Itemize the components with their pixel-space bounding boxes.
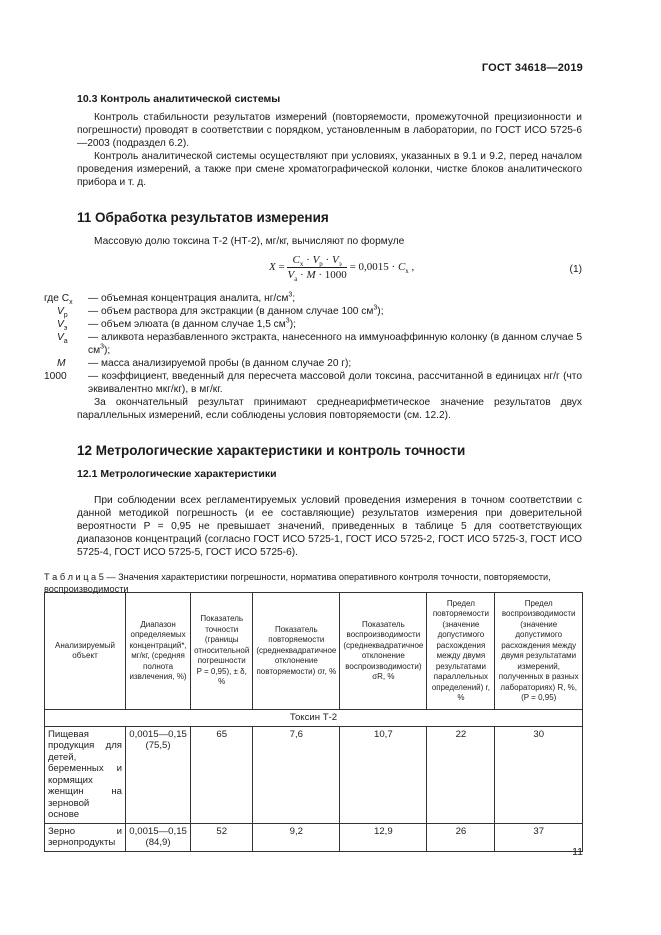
definition-va: $V_a$ — аликвота неразбавленного экстракта, нанесенного на иммуноаффинную колонку (в данном случае 5 $см^3$); [57, 332, 582, 356]
section-10-3-paragraph-1: Контроль стабильности результатов измерений (повторяемости, промежуточной прецизионности и погрешности) проводят в соответствии с порядком, установленным в лаборатории, по ГОСТ ИСО 5725-6—2003 (подраздел 6.2). [77, 112, 582, 149]
document-code: ГОСТ 34618—2019 [481, 62, 583, 74]
table-header-row [45, 593, 583, 710]
cell-reproducibility-limit: 30 [495, 726, 583, 823]
section-12-1-title: 12.1 Метрологические характеристики [77, 468, 277, 480]
formula-1 [77, 252, 582, 292]
table-5 [44, 592, 583, 852]
section-11-title: 11 Обработка результатов измерения [77, 210, 329, 225]
header-range: Диапазон определяемых концентраций*, мг/кг, (средняя полнота извлечения, %) [126, 593, 191, 710]
formula-definitions [44, 292, 582, 396]
cell-accuracy: 52 [191, 823, 253, 851]
cell-object: Пищевая продукция для детей, беременных и кормящих женщин на зерновой основе [45, 726, 126, 823]
definition-vp: $V_p$ — объем раствора для экстракции (в данном случае 100 $см^3$); [57, 304, 384, 320]
cell-reproducibility-limit: 37 [495, 823, 583, 851]
formula-number: (1) [569, 264, 582, 275]
table-group-row [45, 710, 583, 727]
formula-expression: X = $\frac{C_x \cdot V_p \cdot V_э}{V_a \cdot M \cdot 1000}$ = $0,0015 \cdot C_x$ , [269, 254, 415, 284]
definition-m: M — масса анализируемой пробы (в данном случае 20 г); [57, 358, 352, 369]
cell-repeatability-limit: 22 [427, 726, 495, 823]
cell-reproducibility: 10,7 [340, 726, 427, 823]
header-object: Анализируемый объект [45, 593, 126, 710]
cell-repeatability-limit: 26 [427, 823, 495, 851]
header-repeatability-limit: Предел повторяемости (значение допустимого расхождения между двумя результатами параллельных определений) r, % [427, 593, 495, 710]
table-row [45, 823, 583, 851]
cell-reproducibility: 12,9 [340, 823, 427, 851]
header-reproducibility: Показатель воспроизводимости (среднеквадратичное отклонение воспроизводимости) σR, % [340, 593, 427, 710]
page-content [44, 93, 582, 595]
table-5-caption: Т а б л и ц а 5 — Значения характеристики погрешности, норматива оперативного контроля точности, повторяемости, воспроизводимости [44, 572, 551, 594]
header-repeatability: Показатель повторяемости (среднеквадратичное отклонение повторяемости) σr, % [253, 593, 340, 710]
cell-repeatability: 9,2 [253, 823, 340, 851]
header-accuracy: Показатель точности (границы относительной погрешности P = 0,95), ± δ, % [191, 593, 253, 710]
final-result-paragraph: За окончательный результат принимают среднеарифметическое значение результатов двух параллельных измерений, если соблюдены условия повторяемости (см. 12.2). [77, 397, 582, 421]
group-toxin-t2: Токсин Т-2 [45, 710, 583, 727]
header-reproducibility-limit: Предел воспроизводимости (значение допустимого расхождения между двумя результатами измерений, полученных в разных лабораториях) R, %, (P = 0,95) [495, 593, 583, 710]
cell-repeatability: 7,6 [253, 726, 340, 823]
cell-range: 0,0015—0,15 (75,5) [126, 726, 191, 823]
formula-fraction: $\frac{C_x \cdot V_p \cdot V_э}{V_a \cdot M \cdot 1000}$ [287, 254, 347, 284]
cell-accuracy: 65 [191, 726, 253, 823]
page-number: 11 [572, 846, 583, 858]
section-10-3-paragraph-2: Контроль аналитической системы осуществляют при условиях, указанных в 9.1 и 9.2, перед началом проведения измерений, а также при смене хроматографической колонки, чистке блоков аналитического прибора и т. д. [77, 151, 582, 188]
formula-intro: Массовую долю токсина Т-2 (НТ-2), мг/кг, вычисляют по формуле [94, 236, 405, 247]
definition-cx: где $C_x$ — объемная концентрация аналита, $нг/см^3$; [44, 291, 296, 307]
table-row [45, 726, 583, 823]
cell-object: Зерно и зернопродукты [45, 823, 126, 851]
cell-range: 0,0015—0,15 (84,9) [126, 823, 191, 851]
definition-1000: 1000 — коэффициент, введенный для пересчета массовой доли токсина, рассчитанной в единицах нг/г (что эквивалентно мкг/кг), в мг/кг. [44, 371, 582, 395]
section-12-1-paragraph: При соблюдении всех регламентируемых условий проведения измерения в точном соответствии с данной методикой погрешность (и ее составляющие) результатов измерения при доверительной вероятности P = 0,95 не превышает значений, приведенных в таблице 5 для соответствующих диапазонов концентраций (согласно ГОСТ ИСО 5725-1, ГОСТ ИСО 5725-2, ГОСТ ИСО 5725-3, ГОСТ ИСО 5725-4, ГОСТ ИСО 5725-5, ГОСТ ИСО 5725-6). [77, 495, 582, 558]
definition-ve: $V_э$ — объем элюата (в данном случае 1,5 $см^3$); [57, 317, 296, 333]
section-10-3-title: 10.3 Контроль аналитической системы [77, 93, 281, 105]
section-12-title: 12 Метрологические характеристики и контроль точности [77, 443, 466, 458]
